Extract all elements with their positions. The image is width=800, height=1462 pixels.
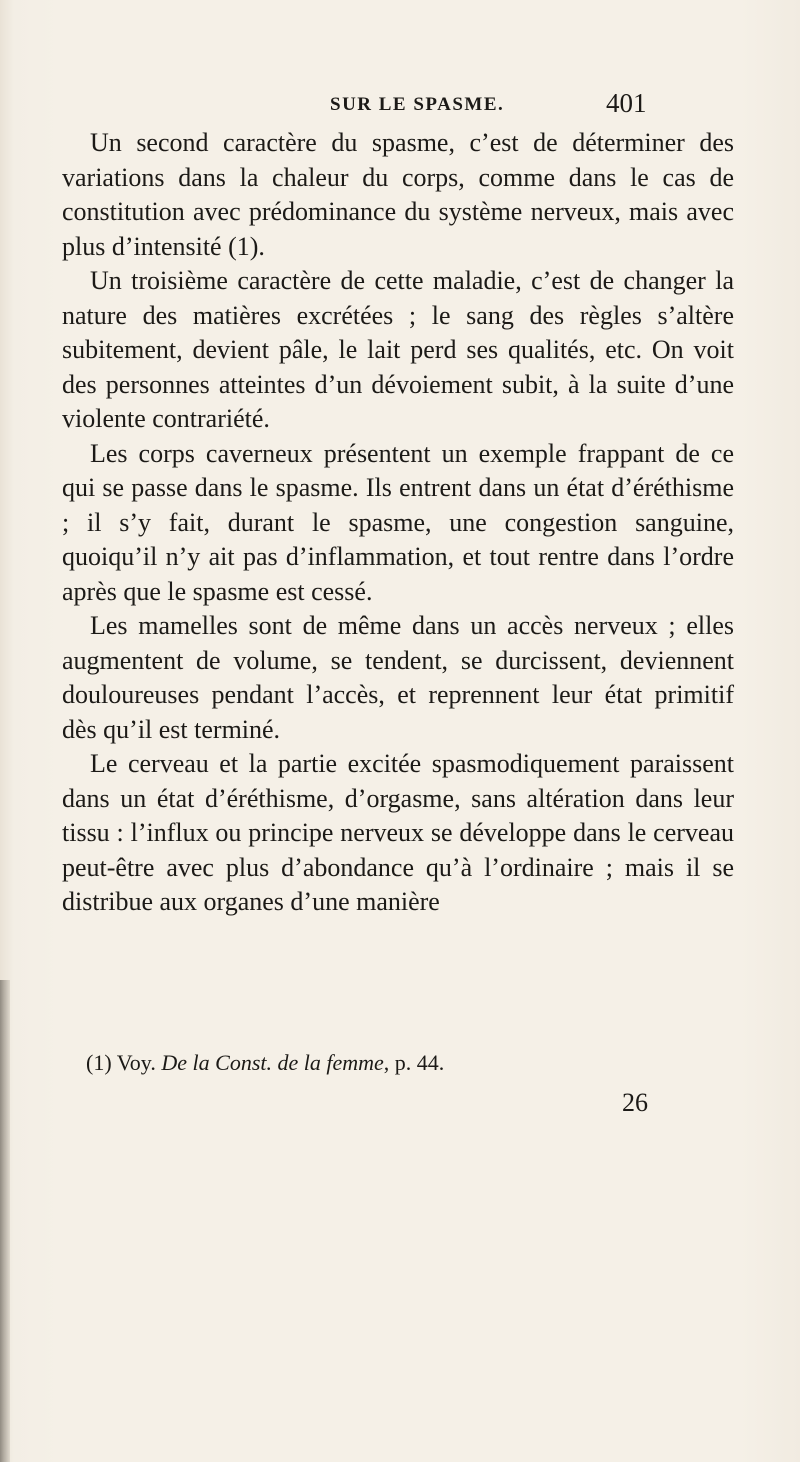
paragraph-5	[62, 747, 734, 920]
paragraph-3	[62, 437, 734, 610]
body-text	[62, 126, 734, 920]
paragraph-4-text: Les mamelles sont de même dans un accès nerveux ; elles augmentent de volume, se tendent, se durcissent, deviennent douloureuses pendant l’accès, et reprennent leur état primitif dès qu’il est terminé.	[62, 611, 734, 744]
running-head: SUR LE SPASME.	[330, 94, 505, 115]
footnote	[86, 1050, 746, 1076]
paragraph-2-text: Un troisième caractère de cette maladie, c’est de changer la nature des matières excrétées ; le sang des règles s’altère subitement, devient pâle, le lait perd ses qualités, etc. On voit des personnes atteintes d’un dévoiement subit, à la suite d’une violente contrariété.	[62, 266, 734, 433]
paragraph-2	[62, 264, 734, 437]
paragraph-5-text: Le cerveau et la partie excitée spasmodiquement paraissent dans un état d’éréthisme, d’orgasme, sans altération dans leur tissu : l’influx ou principe nerveux se développe dans le cerveau peut-être avec plus d’abondance qu’à l’ordinaire ; mais il se distribue aux organes d’une manière	[62, 749, 734, 916]
paragraph-1-text: Un second caractère du spasme, c’est de déterminer des variations dans la chaleur du corps, comme dans le cas de constitution avec prédominance du système nerveux, mais avec plus d’intensité (1).	[62, 128, 734, 261]
footnote-page-ref: , p. 44.	[383, 1050, 445, 1075]
footnote-marker: (1) Voy.	[86, 1050, 156, 1075]
page-header	[0, 88, 800, 128]
paragraph-1	[62, 126, 734, 264]
page-gutter-shadow	[0, 980, 10, 1462]
footnote-title: De la Const. de la femme	[161, 1050, 384, 1075]
paragraph-3-text: Les corps caverneux présentent un exemple frappant de ce qui se passe dans le spasme. Ils entrent dans un état d’éréthisme ; il s’y fait, durant le spasme, une congestion sanguine, quoiqu’il n’y ait pas d’inflammation, et tout rentre dans l’ordre après que le spasme est cessé.	[62, 438, 734, 606]
paragraph-4	[62, 609, 734, 747]
signature-mark: 26	[622, 1088, 648, 1117]
page-number: 401	[606, 88, 647, 118]
